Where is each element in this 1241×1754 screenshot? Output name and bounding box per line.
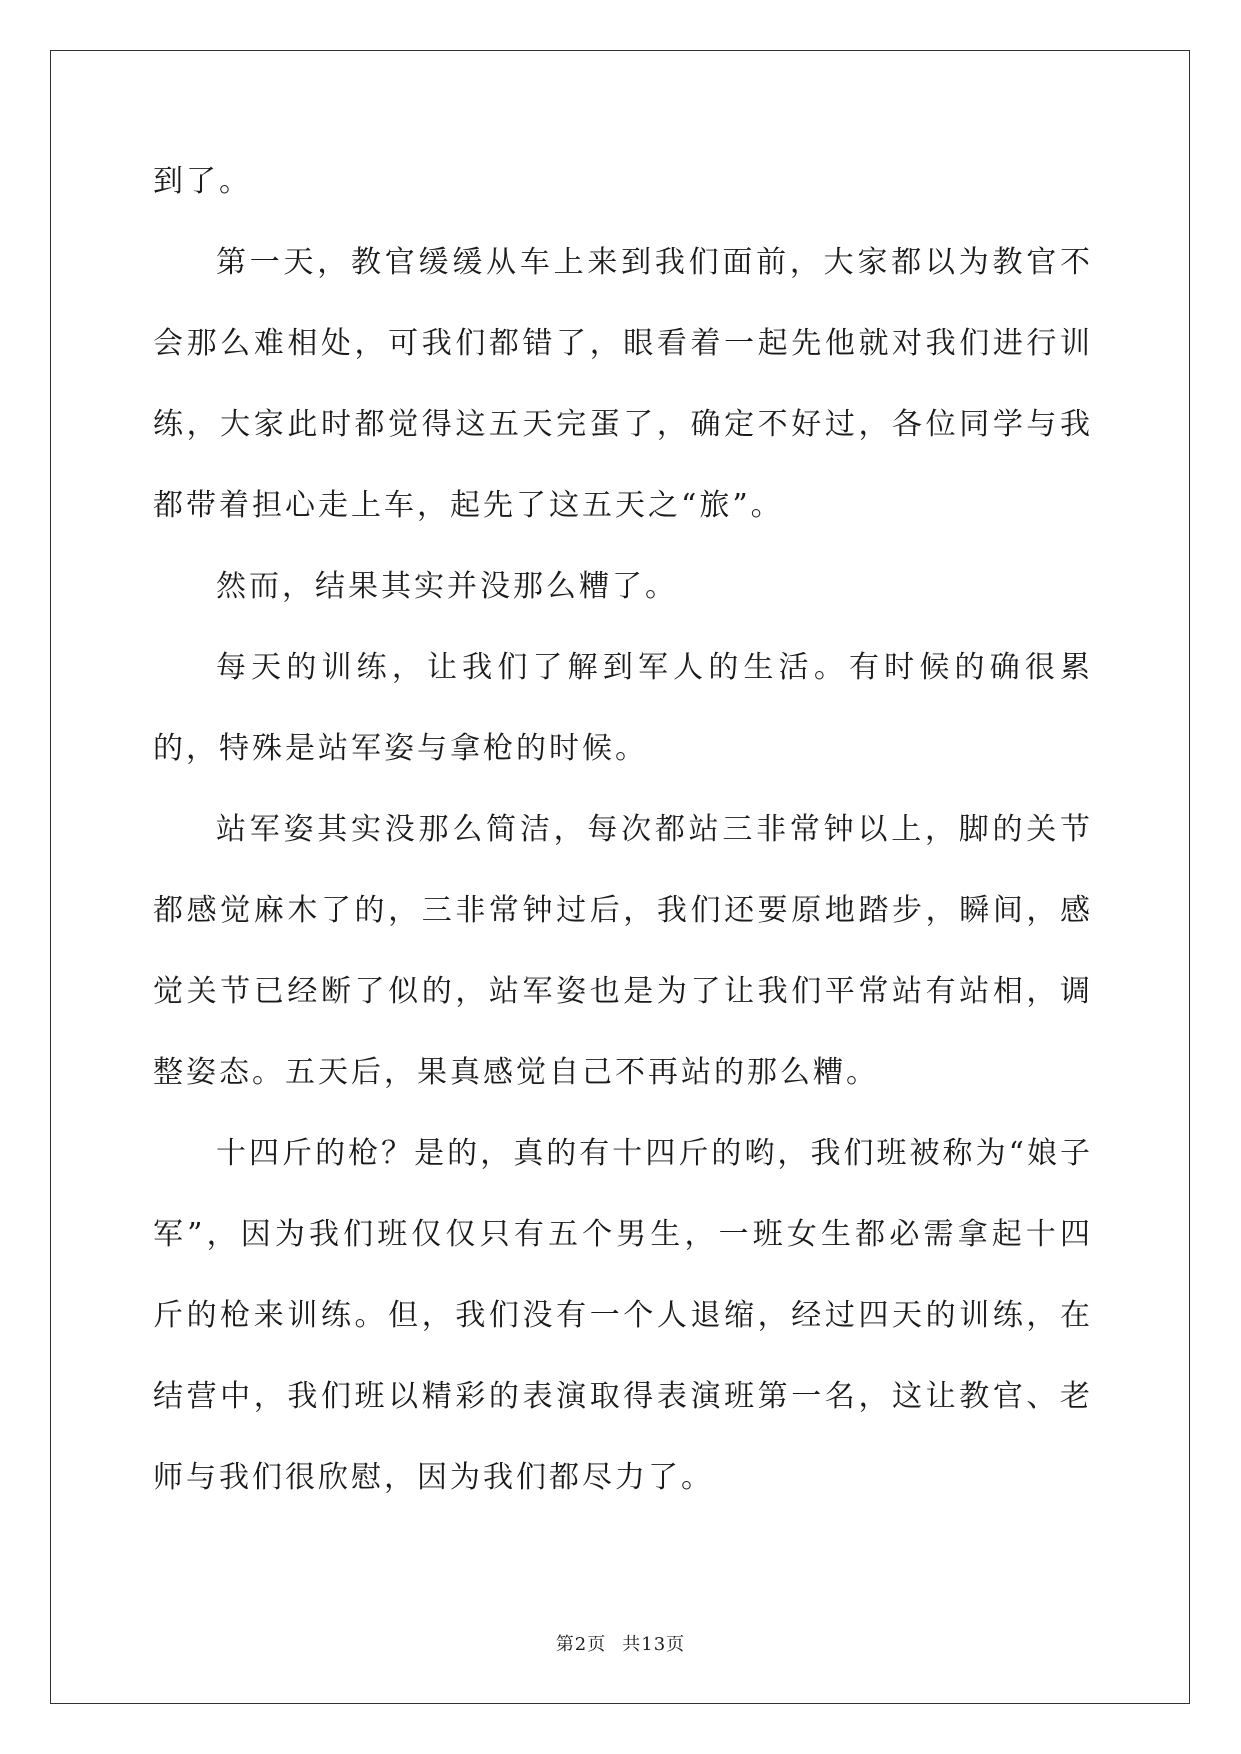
paragraph-standing-posture: 站军姿其实没那么简洁，每次都站三非常钟以上，脚的关节都感觉麻木了的，三非常钟过后，我们还要原地踏步，瞬间，感觉关节已经断了似的，站军姿也是为了让我们平常站有站相，调整姿态。五天后，果真感觉自己不再站的那么糟。 [153, 812, 1093, 1090]
page-footer [0, 1630, 1241, 1656]
page-total: 共13页 [622, 1634, 686, 1655]
paragraph-however: 然而，结果其实并没那么糟了。 [216, 569, 678, 604]
paragraph-rifle: 十四斤的枪？是的，真的有十四斤的哟，我们班被称为“娘子军”，因为我们班仅仅只有五个男生，一班女生都必需拿起十四斤的枪来训练。但，我们没有一个人退缩，经过四天的训练，在结营中，我们班以精彩的表演取得表演班第一名，这让教官、老师与我们很欣慰，因为我们都尽力了。 [153, 1136, 1093, 1495]
paragraph-daily-training: 每天的训练，让我们了解到军人的生活。有时候的确很累的，特殊是站军姿与拿枪的时候。 [153, 650, 1093, 766]
document-body [153, 162, 1093, 1518]
page-number: 第2页 [555, 1634, 607, 1655]
paragraph-continuation: 到了。 [153, 164, 252, 199]
paragraph-first-day: 第一天，教官缓缓从车上来到我们面前，大家都以为教官不会那么难相处，可我们都错了，眼看着一起先他就对我们进行训练，大家此时都觉得这五天完蛋了，确定不好过，各位同学与我都带着担心走上车，起先了这五天之“旅”。 [153, 245, 1093, 523]
